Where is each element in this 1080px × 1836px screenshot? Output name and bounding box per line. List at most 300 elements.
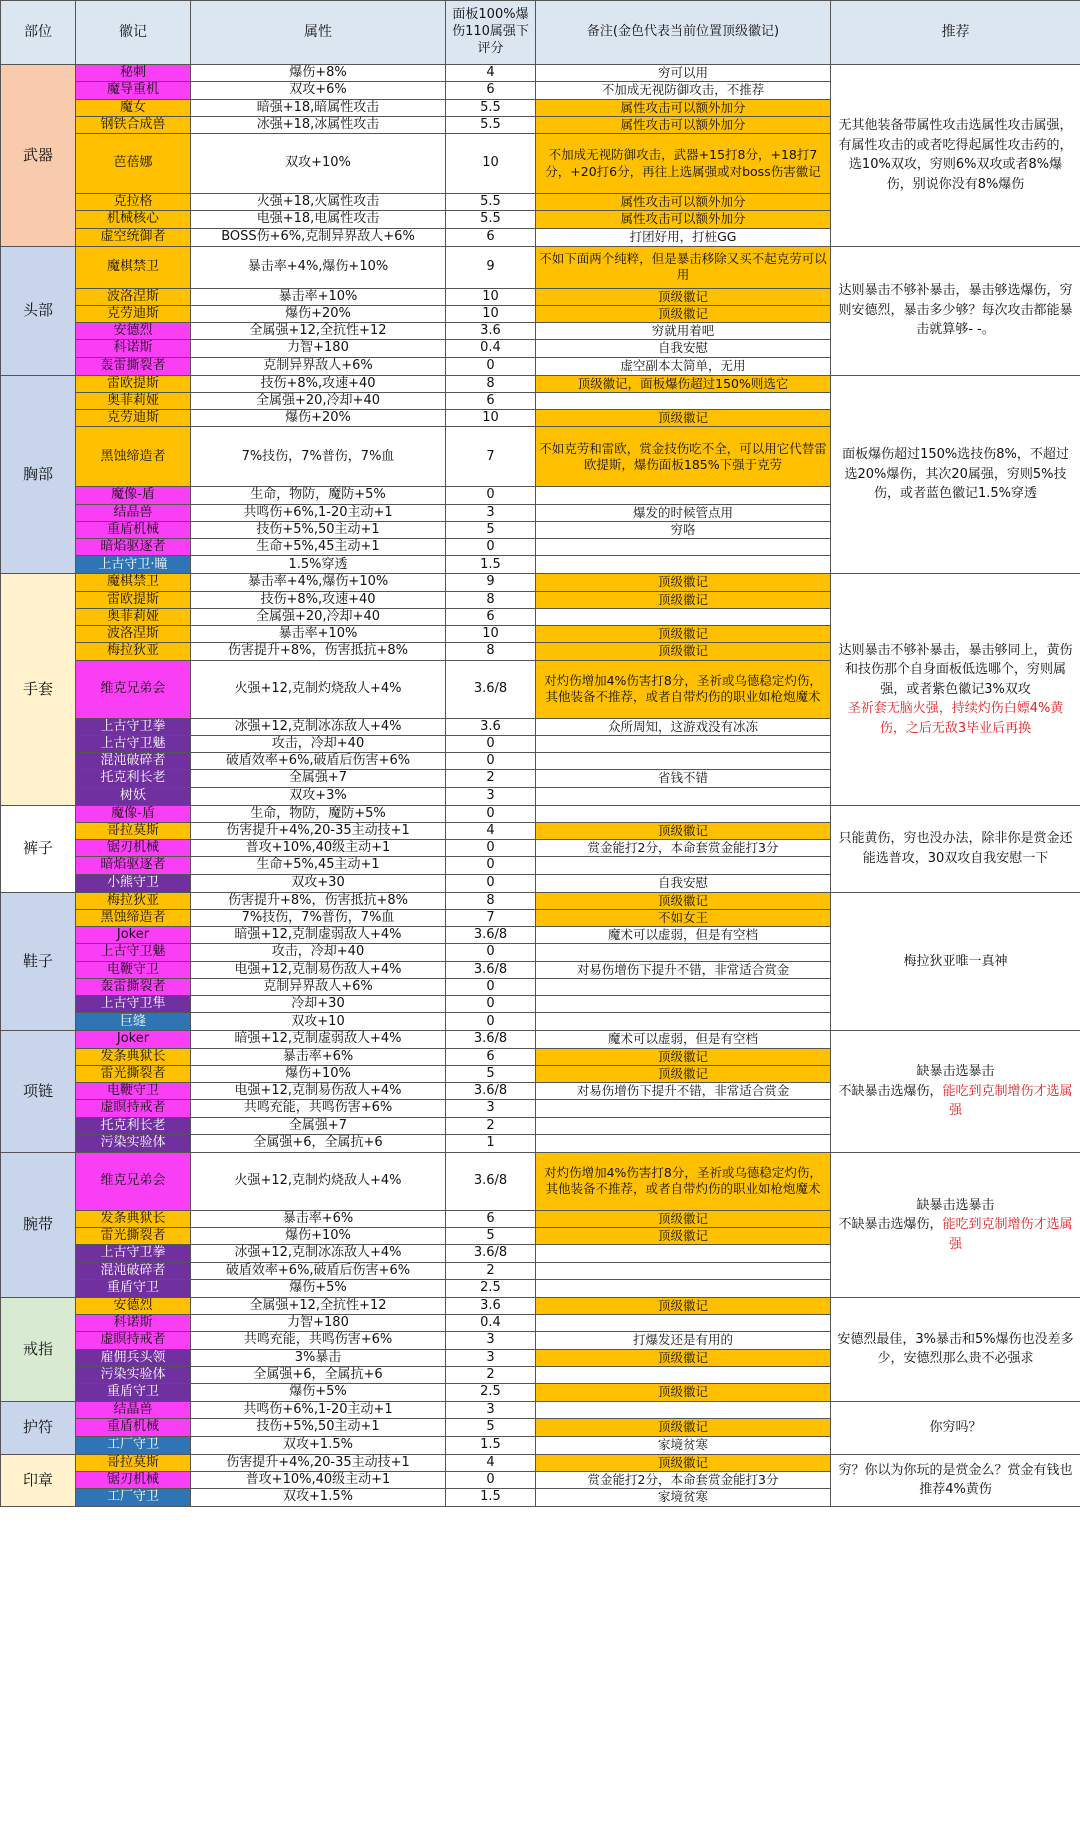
emblem-name: 梅拉狄亚 — [76, 892, 191, 909]
emblem-note: 属性攻击可以额外加分 — [536, 211, 831, 228]
emblem-name: 安德烈 — [76, 1297, 191, 1314]
emblem-note — [536, 556, 831, 574]
emblem-note: 顶级徽记 — [536, 1384, 831, 1402]
emblem-note: 不加成无视防御攻击，武器+15打8分，+18打7分，+20打6分，再往上选属强或对boss伤害徽记 — [536, 134, 831, 194]
emblem-note — [536, 996, 831, 1013]
emblem-attribute: 暴击率+4%,爆伤+10% — [191, 574, 446, 591]
header-note: 备注(金色代表当前位置顶级徽记) — [536, 1, 831, 65]
emblem-name: Joker — [76, 927, 191, 944]
emblem-score: 0 — [446, 357, 536, 375]
emblem-score: 5 — [446, 1419, 536, 1436]
emblem-note: 对易伤增伤下提升不错，非常适合赏金 — [536, 1083, 831, 1100]
emblem-attribute: 全属强+7 — [191, 770, 446, 787]
emblem-name: 重盾机械 — [76, 521, 191, 538]
emblem-note: 顶级徽记 — [536, 822, 831, 839]
emblem-note — [536, 487, 831, 504]
emblem-note: 不如下面两个纯粹，但是暴击移除又买不起克劳可以用 — [536, 246, 831, 288]
emblem-score: 2 — [446, 770, 536, 787]
emblem-note: 对灼伤增加4%伤害打8分，圣祈或乌德稳定灼伤，其他装备不推荐，或者自带灼伤的职业如枪炮魔术 — [536, 1152, 831, 1210]
emblem-attribute: 生命，物防，魔防+5% — [191, 805, 446, 822]
emblem-note: 魔术可以虚弱，但是有空档 — [536, 1031, 831, 1048]
emblem-name: 电鞭守卫 — [76, 961, 191, 978]
emblem-name: 维克兄弟会 — [76, 1152, 191, 1210]
emblem-name: 波洛涅斯 — [76, 288, 191, 305]
header-row — [1, 1, 1080, 65]
table-row — [1, 1031, 1080, 1048]
emblem-note: 属性攻击可以额外加分 — [536, 194, 831, 211]
emblem-score: 9 — [446, 246, 536, 288]
emblem-score: 3 — [446, 504, 536, 521]
emblem-attribute: 暗强+18,暗属性攻击 — [191, 99, 446, 116]
emblem-score: 3 — [446, 1100, 536, 1117]
emblem-name: 波洛涅斯 — [76, 626, 191, 643]
recommend-cell — [831, 1031, 1080, 1153]
emblem-score: 0 — [446, 753, 536, 770]
emblem-score: 7 — [446, 427, 536, 487]
emblem-note — [536, 1279, 831, 1297]
recommend-text: 缺暴击选暴击 — [916, 1197, 995, 1213]
emblem-score: 10 — [446, 410, 536, 427]
emblem-score: 8 — [446, 375, 536, 392]
emblem-note — [536, 857, 831, 874]
emblem-attribute: 暴击率+6% — [191, 1048, 446, 1065]
emblem-score: 4 — [446, 65, 536, 82]
emblem-score: 3 — [446, 1332, 536, 1349]
emblem-score: 1.5 — [446, 1436, 536, 1454]
emblem-score: 0 — [446, 539, 536, 556]
emblem-score: 10 — [446, 626, 536, 643]
emblem-attribute: 共鸣伤+6%,1-20主动+1 — [191, 504, 446, 521]
emblem-attribute: 全属强+7 — [191, 1117, 446, 1134]
emblem-name: 托克利长老 — [76, 1117, 191, 1134]
table-row — [1, 65, 1080, 82]
emblem-note: 对灼伤增加4%伤害打8分，圣祈或乌德稳定灼伤，其他装备不推荐，或者自带灼伤的职业如枪炮魔术 — [536, 660, 831, 718]
emblem-note: 爆发的时候管点用 — [536, 504, 831, 521]
emblem-name: 轰雷撕裂者 — [76, 357, 191, 375]
emblem-score: 8 — [446, 591, 536, 608]
emblem-attribute: 克制异界敌人+6% — [191, 978, 446, 995]
emblem-name: 结晶兽 — [76, 504, 191, 521]
emblem-score: 0 — [446, 1013, 536, 1031]
emblem-name: 上古守卫拳 — [76, 1245, 191, 1262]
emblem-note — [536, 735, 831, 752]
emblem-score: 3.6/8 — [446, 660, 536, 718]
emblem-score: 8 — [446, 892, 536, 909]
emblem-name: 结晶兽 — [76, 1402, 191, 1419]
emblem-note: 顶级徽记 — [536, 1419, 831, 1436]
slot-cell: 腕带 — [1, 1152, 76, 1297]
emblem-name: 工厂守卫 — [76, 1436, 191, 1454]
emblem-note — [536, 1315, 831, 1332]
emblem-score: 10 — [446, 288, 536, 305]
recommend-cell: 达则暴击不够补暴击，暴击够选爆伤，穷则安德烈，暴击多少够？每次攻击都能暴击就算够- -。 — [831, 246, 1080, 375]
emblem-score: 7 — [446, 909, 536, 926]
emblem-name: 混沌破碎者 — [76, 1262, 191, 1279]
emblem-name: 雷光撕裂者 — [76, 1065, 191, 1082]
emblem-attribute: 双攻+30 — [191, 874, 446, 892]
slot-cell: 护符 — [1, 1402, 76, 1455]
slot-cell: 项链 — [1, 1031, 76, 1153]
emblem-attribute: 3%暴击 — [191, 1349, 446, 1366]
emblem-note: 顶级徽记 — [536, 892, 831, 909]
emblem-attribute: 伤害提升+8%，伤害抵抗+8% — [191, 643, 446, 660]
emblem-attribute: 双攻+10% — [191, 134, 446, 194]
emblem-attribute: 双攻+3% — [191, 787, 446, 805]
header-recommend: 推荐 — [831, 1, 1080, 65]
emblem-attribute: 7%技伤，7%普伤，7%血 — [191, 427, 446, 487]
emblem-score: 6 — [446, 1210, 536, 1227]
emblem-name: 轰雷撕裂者 — [76, 978, 191, 995]
emblem-score: 6 — [446, 1048, 536, 1065]
recommend-cell: 梅拉狄亚唯一真神 — [831, 892, 1080, 1031]
recommend-cell: 穷？你以为你玩的是赏金么？赏金有钱也推荐4%黄伤 — [831, 1454, 1080, 1507]
emblem-attribute: 破盾效率+6%,破盾后伤害+6% — [191, 753, 446, 770]
recommend-cell — [831, 574, 1080, 805]
recommend-cell: 面板爆伤超过150%选技伤8%，不超过选20%爆伤，其次20属强，穷则5%技伤，或者蓝色徽记1.5%穿透 — [831, 375, 1080, 574]
emblem-name: 科诺斯 — [76, 340, 191, 357]
emblem-name: Joker — [76, 1031, 191, 1048]
emblem-attribute: 暗强+12,克制虚弱敌人+4% — [191, 1031, 446, 1048]
emblem-note: 众所周知，这游戏没有冰冻 — [536, 718, 831, 735]
emblem-attribute: 7%技伤，7%普伤，7%血 — [191, 909, 446, 926]
emblem-attribute: 冰强+18,冰属性攻击 — [191, 116, 446, 133]
emblem-attribute: 全属强+6，全属抗+6 — [191, 1134, 446, 1152]
emblem-name: 哥拉莫斯 — [76, 822, 191, 839]
emblem-name: 暗焰驱逐者 — [76, 539, 191, 556]
emblem-note: 赏金能打2分，本命套赏金能打3分 — [536, 1471, 831, 1488]
emblem-score: 5.5 — [446, 116, 536, 133]
recommend-warning: 圣祈套无脑火强，持续灼伤白嫖4%黄伤，之后无敌3毕业后再换 — [847, 701, 1064, 736]
emblem-name: 上古守卫魅 — [76, 944, 191, 961]
emblem-attribute: 双攻+1.5% — [191, 1436, 446, 1454]
slot-cell: 印章 — [1, 1454, 76, 1507]
emblem-score: 0 — [446, 487, 536, 504]
table-row — [1, 892, 1080, 909]
table-body — [1, 65, 1080, 1507]
emblem-score: 0 — [446, 874, 536, 892]
emblem-note: 打爆发还是有用的 — [536, 1332, 831, 1349]
emblem-name: 秘刺 — [76, 65, 191, 82]
emblem-name: 雷欧提斯 — [76, 591, 191, 608]
emblem-score: 1.5 — [446, 556, 536, 574]
emblem-score: 0 — [446, 978, 536, 995]
emblem-note: 不加成无视防御攻击，不推荐 — [536, 82, 831, 99]
emblem-score: 3.6/8 — [446, 1083, 536, 1100]
emblem-score: 0 — [446, 805, 536, 822]
emblem-score: 0 — [446, 944, 536, 961]
slot-cell: 手套 — [1, 574, 76, 805]
emblem-name: 电鞭守卫 — [76, 1083, 191, 1100]
emblem-name: 安德烈 — [76, 323, 191, 340]
table-row — [1, 574, 1080, 591]
emblem-name: 雇佣兵头领 — [76, 1349, 191, 1366]
emblem-attribute: 双攻+10 — [191, 1013, 446, 1031]
emblem-attribute: 1.5%穿透 — [191, 556, 446, 574]
emblem-note: 顶级徽记 — [536, 288, 831, 305]
emblem-note: 自我安慰 — [536, 340, 831, 357]
emblem-score: 5 — [446, 1065, 536, 1082]
header-emblem: 徽记 — [76, 1, 191, 65]
emblem-score: 2 — [446, 1117, 536, 1134]
emblem-name: 克劳迪斯 — [76, 305, 191, 322]
emblem-score: 3 — [446, 787, 536, 805]
recommend-text: 缺暴击选暴击 — [916, 1064, 995, 1080]
slot-cell: 戒指 — [1, 1297, 76, 1401]
recommend-text: 达则暴击不够补暴击，暴击够同上，黄伤和技伤那个自身面板低选哪个，穷则属强，或者紫色徽记3%双攻 — [838, 642, 1073, 697]
emblem-attribute: 暴击率+4%,爆伤+10% — [191, 246, 446, 288]
recommend-text: 不缺暴击选爆伤，能吃到克制增伤才选属强 — [838, 1217, 1073, 1252]
emblem-attribute: 电强+12,克制易伤敌人+4% — [191, 961, 446, 978]
emblem-name: 黑蚀缔造者 — [76, 909, 191, 926]
table-row — [1, 375, 1080, 392]
emblem-note — [536, 1117, 831, 1134]
emblem-score: 0 — [446, 996, 536, 1013]
emblem-note: 顶级徽记 — [536, 1454, 831, 1471]
emblem-note: 穷可以用 — [536, 65, 831, 82]
emblem-note: 属性攻击可以额外加分 — [536, 99, 831, 116]
emblem-name: 虚瞑持戒者 — [76, 1100, 191, 1117]
emblem-score: 3 — [446, 1349, 536, 1366]
emblem-score: 10 — [446, 134, 536, 194]
emblem-name: 上古守卫·瞳 — [76, 556, 191, 574]
emblem-name: 树妖 — [76, 787, 191, 805]
emblem-score: 0 — [446, 1471, 536, 1488]
table-row — [1, 1402, 1080, 1419]
emblem-attribute: 力智+180 — [191, 340, 446, 357]
emblem-score: 2 — [446, 1262, 536, 1279]
emblem-note: 自我安慰 — [536, 874, 831, 892]
emblem-attribute: 暴击率+10% — [191, 626, 446, 643]
emblem-score: 0.4 — [446, 340, 536, 357]
table-row — [1, 1297, 1080, 1314]
emblem-name: 克拉格 — [76, 194, 191, 211]
header-attribute: 属性 — [191, 1, 446, 65]
emblem-note: 虚空副本太简单，无用 — [536, 357, 831, 375]
emblem-name: 重盾守卫 — [76, 1384, 191, 1402]
emblem-attribute: 共鸣充能，共鸣伤害+6% — [191, 1100, 446, 1117]
emblem-attribute: 共鸣充能，共鸣伤害+6% — [191, 1332, 446, 1349]
recommend-cell: 无其他装备带属性攻击选属性攻击属强，有属性攻击的或者吃得起属性攻击药的，选10%双攻，穷则6%双攻或者8%爆伤，别说你没有8%爆伤 — [831, 65, 1080, 247]
table-row — [1, 1454, 1080, 1471]
emblem-name: 科诺斯 — [76, 1315, 191, 1332]
emblem-score: 6 — [446, 392, 536, 409]
emblem-note — [536, 608, 831, 625]
emblem-name: 锯刃机械 — [76, 1471, 191, 1488]
emblem-name: 梅拉狄亚 — [76, 643, 191, 660]
emblem-attribute: 生命+5%,45主动+1 — [191, 857, 446, 874]
emblem-score: 6 — [446, 608, 536, 625]
emblem-note: 不如女王 — [536, 909, 831, 926]
emblem-name: 上古守卫魅 — [76, 735, 191, 752]
emblem-score: 0 — [446, 840, 536, 857]
slot-cell: 头部 — [1, 246, 76, 375]
emblem-note — [536, 1013, 831, 1031]
emblem-score: 0 — [446, 735, 536, 752]
emblem-name: 维克兄弟会 — [76, 660, 191, 718]
emblem-note: 顶级徽记 — [536, 591, 831, 608]
emblem-attribute: 爆伤+10% — [191, 1228, 446, 1245]
emblem-name: 虚空统御者 — [76, 228, 191, 246]
emblem-name: 上古守卫拳 — [76, 718, 191, 735]
emblem-score: 3 — [446, 1402, 536, 1419]
emblem-attribute: 攻击，冷却+40 — [191, 944, 446, 961]
emblem-attribute: 双攻+6% — [191, 82, 446, 99]
emblem-note: 顶级徽记 — [536, 305, 831, 322]
emblem-note: 顶级徽记 — [536, 1349, 831, 1366]
table-row — [1, 1152, 1080, 1210]
emblem-name: 巨缝 — [76, 1013, 191, 1031]
emblem-name: 机械核心 — [76, 211, 191, 228]
emblem-name: 哥拉莫斯 — [76, 1454, 191, 1471]
emblem-score: 1.5 — [446, 1489, 536, 1507]
emblem-name: 发条典狱长 — [76, 1048, 191, 1065]
emblem-score: 3.6/8 — [446, 961, 536, 978]
emblem-name: 黑蚀缔造者 — [76, 427, 191, 487]
emblem-note: 家境贫寒 — [536, 1489, 831, 1507]
emblem-name: 上古守卫隼 — [76, 996, 191, 1013]
recommend-warning: 能吃到克制增伤才选属强 — [942, 1083, 1073, 1119]
emblem-score: 3.6/8 — [446, 1245, 536, 1262]
emblem-attribute: 火强+12,克制灼烧敌人+4% — [191, 1152, 446, 1210]
emblem-name: 污染实验体 — [76, 1134, 191, 1152]
emblem-name: 钢铁合成兽 — [76, 116, 191, 133]
emblem-attribute: 破盾效率+6%,破盾后伤害+6% — [191, 1262, 446, 1279]
emblem-score: 0 — [446, 857, 536, 874]
emblem-note — [536, 1134, 831, 1152]
emblem-attribute: 全属强+20,冷却+40 — [191, 608, 446, 625]
emblem-score: 3.6/8 — [446, 1152, 536, 1210]
emblem-attribute: 生命+5%,45主动+1 — [191, 539, 446, 556]
emblem-score: 9 — [446, 574, 536, 591]
emblem-score: 5 — [446, 521, 536, 538]
slot-cell: 武器 — [1, 65, 76, 247]
slot-cell: 裤子 — [1, 805, 76, 892]
emblem-attribute: 爆伤+20% — [191, 410, 446, 427]
emblem-note: 顶级徽记 — [536, 1228, 831, 1245]
emblem-score: 4 — [446, 822, 536, 839]
emblem-attribute: 全属强+12,全抗性+12 — [191, 1297, 446, 1314]
emblem-name: 魔像-盾 — [76, 487, 191, 504]
emblem-score: 2.5 — [446, 1384, 536, 1402]
table-row — [1, 246, 1080, 288]
emblem-note — [536, 753, 831, 770]
emblem-note: 顶级徽记 — [536, 1048, 831, 1065]
emblem-score: 5 — [446, 1228, 536, 1245]
emblem-score: 5.5 — [446, 99, 536, 116]
emblem-score: 3.6 — [446, 718, 536, 735]
emblem-name: 魔导重机 — [76, 82, 191, 99]
emblem-attribute: 技伤+5%,50主动+1 — [191, 1419, 446, 1436]
emblem-score: 2.5 — [446, 1279, 536, 1297]
emblem-note — [536, 978, 831, 995]
emblem-attribute: 全属强+6，全属抗+6 — [191, 1366, 446, 1383]
emblem-name: 托克利长老 — [76, 770, 191, 787]
emblem-score: 3.6 — [446, 323, 536, 340]
emblem-name: 工厂守卫 — [76, 1489, 191, 1507]
emblem-note — [536, 392, 831, 409]
emblem-note: 家境贫寒 — [536, 1436, 831, 1454]
emblem-note — [536, 787, 831, 805]
emblem-attribute: 普攻+10%,40级主动+1 — [191, 1471, 446, 1488]
recommend-warning: 能吃到克制增伤才选属强 — [942, 1217, 1073, 1252]
emblem-attribute: BOSS伤+6%,克制异界敌人+6% — [191, 228, 446, 246]
emblem-note: 顶级徽记 — [536, 1210, 831, 1227]
emblem-note: 顶级徽记，面板爆伤超过150%则选它 — [536, 375, 831, 392]
emblem-attribute: 爆伤+20% — [191, 305, 446, 322]
emblem-note: 顶级徽记 — [536, 1065, 831, 1082]
emblem-note — [536, 1402, 831, 1419]
emblem-attribute: 爆伤+5% — [191, 1384, 446, 1402]
emblem-note: 顶级徽记 — [536, 626, 831, 643]
emblem-name: 魔像-盾 — [76, 805, 191, 822]
emblem-name: 混沌破碎者 — [76, 753, 191, 770]
emblem-attribute: 技伤+8%,攻速+40 — [191, 375, 446, 392]
table-row — [1, 805, 1080, 822]
emblem-attribute: 冰强+12,克制冰冻敌人+4% — [191, 718, 446, 735]
emblem-score: 4 — [446, 1454, 536, 1471]
emblem-note: 打团好用，打桩GG — [536, 228, 831, 246]
emblem-name: 重盾守卫 — [76, 1279, 191, 1297]
emblem-note: 顶级徽记 — [536, 1297, 831, 1314]
emblem-attribute: 冰强+12,克制冰冻敌人+4% — [191, 1245, 446, 1262]
slot-cell: 鞋子 — [1, 892, 76, 1031]
emblem-name: 暗焰驱逐者 — [76, 857, 191, 874]
emblem-name: 奥菲莉娅 — [76, 608, 191, 625]
emblem-score: 0.4 — [446, 1315, 536, 1332]
emblem-attribute: 力智+180 — [191, 1315, 446, 1332]
emblem-score: 10 — [446, 305, 536, 322]
emblem-note — [536, 944, 831, 961]
emblem-name: 虚瞑持戒者 — [76, 1332, 191, 1349]
emblem-score: 3.6/8 — [446, 1031, 536, 1048]
emblem-attribute: 暗强+12,克制虚弱敌人+4% — [191, 927, 446, 944]
emblem-note: 顶级徽记 — [536, 574, 831, 591]
emblem-attribute: 爆伤+10% — [191, 1065, 446, 1082]
emblem-attribute: 电强+18,电属性攻击 — [191, 211, 446, 228]
emblem-name: 锯刃机械 — [76, 840, 191, 857]
emblem-name: 奥菲莉娅 — [76, 392, 191, 409]
emblem-note: 省钱不错 — [536, 770, 831, 787]
emblem-score: 3.6/8 — [446, 927, 536, 944]
emblem-note — [536, 539, 831, 556]
emblem-name: 小熊守卫 — [76, 874, 191, 892]
recommend-cell: 安德烈最佳，3%暴击和5%爆伤也没差多少，安德烈那么贵不必强求 — [831, 1297, 1080, 1401]
emblem-note: 穷咯 — [536, 521, 831, 538]
emblem-note: 对易伤增伤下提升不错，非常适合赏金 — [536, 961, 831, 978]
recommend-cell: 你穷吗？ — [831, 1402, 1080, 1455]
emblem-note: 魔术可以虚弱，但是有空档 — [536, 927, 831, 944]
emblem-score: 5.5 — [446, 211, 536, 228]
emblem-note — [536, 1262, 831, 1279]
emblem-score: 1 — [446, 1134, 536, 1152]
header-slot: 部位 — [1, 1, 76, 65]
emblem-score: 2 — [446, 1366, 536, 1383]
emblem-attribute: 爆伤+5% — [191, 1279, 446, 1297]
emblem-name: 魔棋禁卫 — [76, 246, 191, 288]
emblem-name: 芭蓓娜 — [76, 134, 191, 194]
emblem-attribute: 共鸣伤+6%,1-20主动+1 — [191, 1402, 446, 1419]
emblem-note: 穷就用着吧 — [536, 323, 831, 340]
emblem-attribute: 伤害提升+4%,20-35主动技+1 — [191, 822, 446, 839]
emblem-note — [536, 1366, 831, 1383]
slot-cell: 胸部 — [1, 375, 76, 574]
emblem-note: 不如克劳和雷欧，赏金技伤吃不全，可以用它代替雷欧提斯，爆伤面板185%下强于克劳 — [536, 427, 831, 487]
emblem-attribute: 全属强+12,全抗性+12 — [191, 323, 446, 340]
emblem-attribute: 伤害提升+4%,20-35主动技+1 — [191, 1454, 446, 1471]
recommend-text: 不缺暴击选爆伤，能吃到克制增伤才选属强 — [838, 1083, 1073, 1119]
emblem-attribute: 技伤+5%,50主动+1 — [191, 521, 446, 538]
emblem-note: 赏金能打2分，本命套赏金能打3分 — [536, 840, 831, 857]
